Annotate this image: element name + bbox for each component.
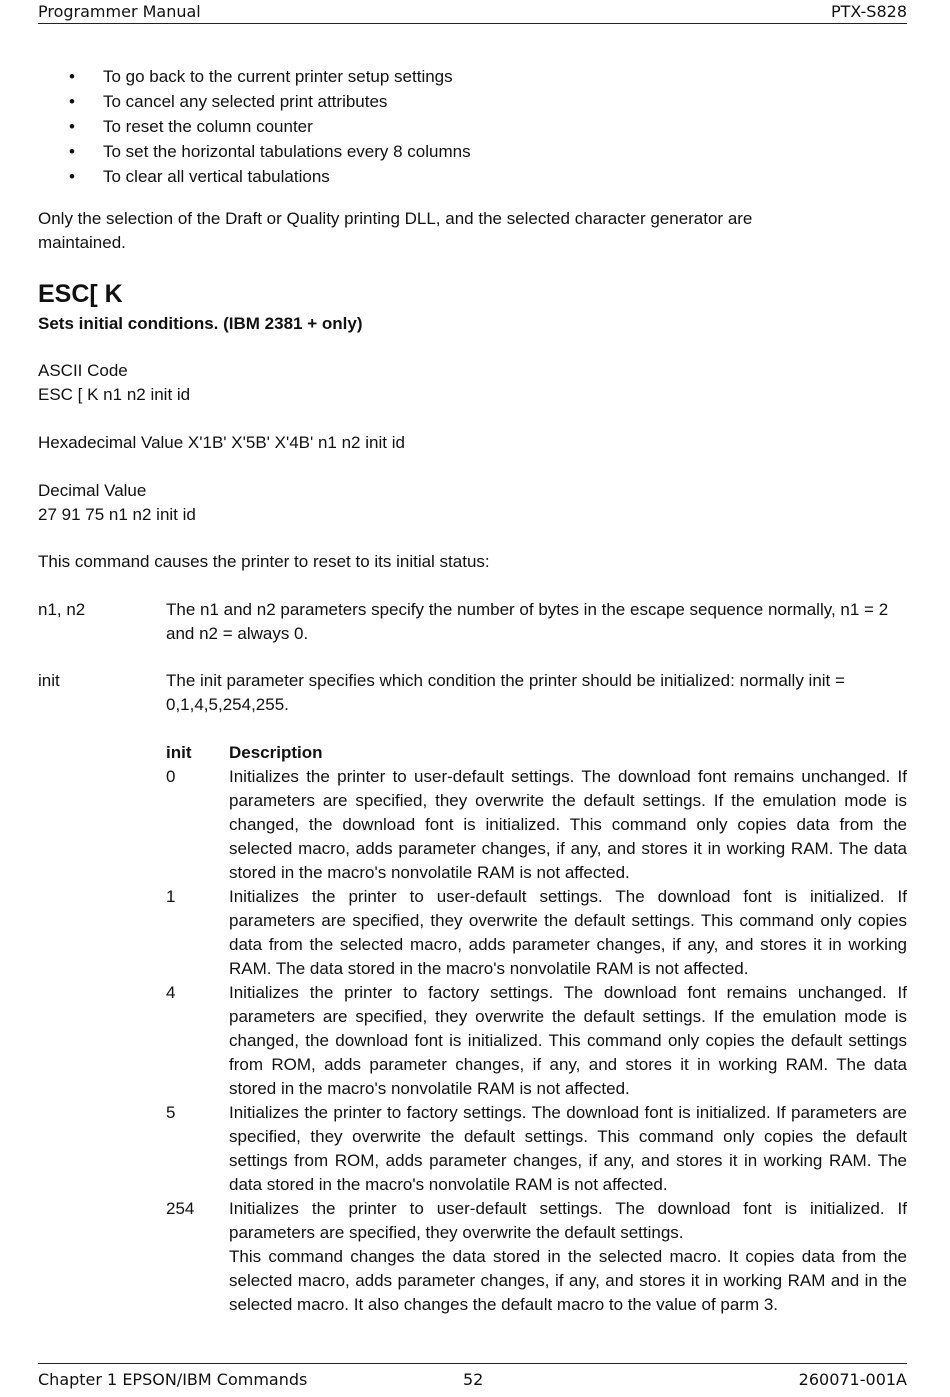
hex-value: Hexadecimal Value X'1B' X'5B' X'4B' n1 n2 init id	[38, 433, 405, 452]
column-header-description: Description	[229, 743, 323, 762]
list-item: • To set the horizontal tabulations every 8 columns	[38, 139, 471, 164]
param-description: The n1 and n2 parameters specify the number of bytes in the escape sequence normally, n1 = 2 and n2 = always 0.	[166, 600, 889, 643]
footer-chapter: Chapter 1 EPSON/IBM Commands	[38, 1370, 308, 1389]
init-description: Initializes the printer to user-default settings. The download font is initialized. If parameters are specified, they overwrite the default settings. This command only copies data from the selected macro, adds parameter changes, if any, and stores it in working RAM. The data stored in the macro's nonvolatile RAM is not affected.	[229, 887, 907, 978]
intro-paragraph: Only the selection of the Draft or Quality printing DLL, and the selected character generator are maintained.	[38, 209, 753, 252]
param-name: n1, n2	[38, 600, 86, 619]
decimal-value: 27 91 75 n1 n2 init id	[38, 505, 196, 524]
ascii-code-block	[38, 359, 190, 407]
bullet-icon: •	[69, 117, 75, 136]
table-row	[166, 885, 908, 981]
ascii-label: ASCII Code	[38, 361, 128, 380]
init-code: 0	[166, 767, 176, 786]
bullet-icon: •	[69, 67, 75, 86]
bullet-icon: •	[69, 142, 75, 161]
header-manual-title: Programmer Manual	[38, 2, 201, 21]
ascii-value: ESC [ K n1 n2 init id	[38, 385, 191, 404]
init-code: 1	[166, 887, 176, 906]
page-header	[38, 3, 907, 24]
page-footer	[38, 1363, 907, 1394]
command-subtitle: Sets initial conditions. (IBM 2381 + only)	[38, 314, 363, 333]
footer-doc-number: 260071-001A	[798, 1370, 907, 1389]
init-code: 4	[166, 983, 176, 1002]
bullet-icon: •	[69, 92, 75, 111]
column-header-init: init	[166, 743, 192, 762]
table-row	[166, 981, 908, 1101]
init-code: 254	[166, 1199, 195, 1218]
table-row	[166, 765, 908, 885]
list-item: • To clear all vertical tabulations	[38, 164, 471, 189]
init-description: Initializes the printer to user-default settings. The download font remains unchanged. If parameters are specified, they overwrite the default settings. If the emulation mode is changed, the download font is initialized. This command only copies data from the selected macro, adds parameter changes, if any, and stores it in working RAM. The data stored in the macro's nonvolatile RAM is not affected.	[229, 767, 907, 882]
decimal-block	[38, 479, 196, 527]
param-description: The init parameter specifies which condition the printer should be initialized: normally init = 0,1,4,5,254,255.	[166, 671, 845, 714]
init-description: Initializes the printer to user-default settings. The download font is initialized. If parameters are specified, they overwrite the default settings.	[229, 1199, 907, 1242]
table-row	[166, 1101, 908, 1197]
footer-page-number: 52	[463, 1370, 484, 1389]
init-description: Initializes the printer to factory settings. The download font is initialized. If parameters are specified, they overwrite the default settings. This command only copies the default settings from ROM, adds parameter changes, if any, and stores it in working RAM. The data stored in the macro's nonvolatile RAM is not affected.	[229, 1103, 907, 1194]
init-code	[166, 1245, 229, 1317]
list-item: • To go back to the current printer setup settings	[38, 64, 471, 89]
init-code: 5	[166, 1103, 176, 1122]
init-values-table	[166, 741, 908, 1317]
table-header-row	[166, 741, 908, 765]
table-row	[166, 1197, 908, 1245]
bullet-icon: •	[69, 167, 75, 186]
header-model: PTX-S828	[830, 2, 907, 21]
param-name: init	[38, 671, 60, 690]
reset-actions-list	[38, 64, 471, 189]
list-item: • To reset the column counter	[38, 114, 471, 139]
list-item: • To cancel any selected print attributes	[38, 89, 471, 114]
table-row	[166, 1245, 908, 1317]
init-description: Initializes the printer to factory settings. The download font remains unchanged. If parameters are specified, they overwrite the default settings. If the emulation mode is changed, the download font is initialized. This command only copies the default settings from ROM, adds parameter changes, if any, and stores it in working RAM. The data stored in the macro's nonvolatile RAM is not affected.	[229, 983, 907, 1098]
command-summary: This command causes the printer to reset to its initial status:	[38, 552, 490, 571]
command-title: ESC[ K	[38, 280, 123, 308]
decimal-label: Decimal Value	[38, 481, 147, 500]
init-description: This command changes the data stored in the selected macro. It copies data from the selected macro, adds parameter changes, if any, and stores it in working RAM and in the selected macro. It also changes the default macro to the value of parm 3.	[229, 1247, 907, 1314]
